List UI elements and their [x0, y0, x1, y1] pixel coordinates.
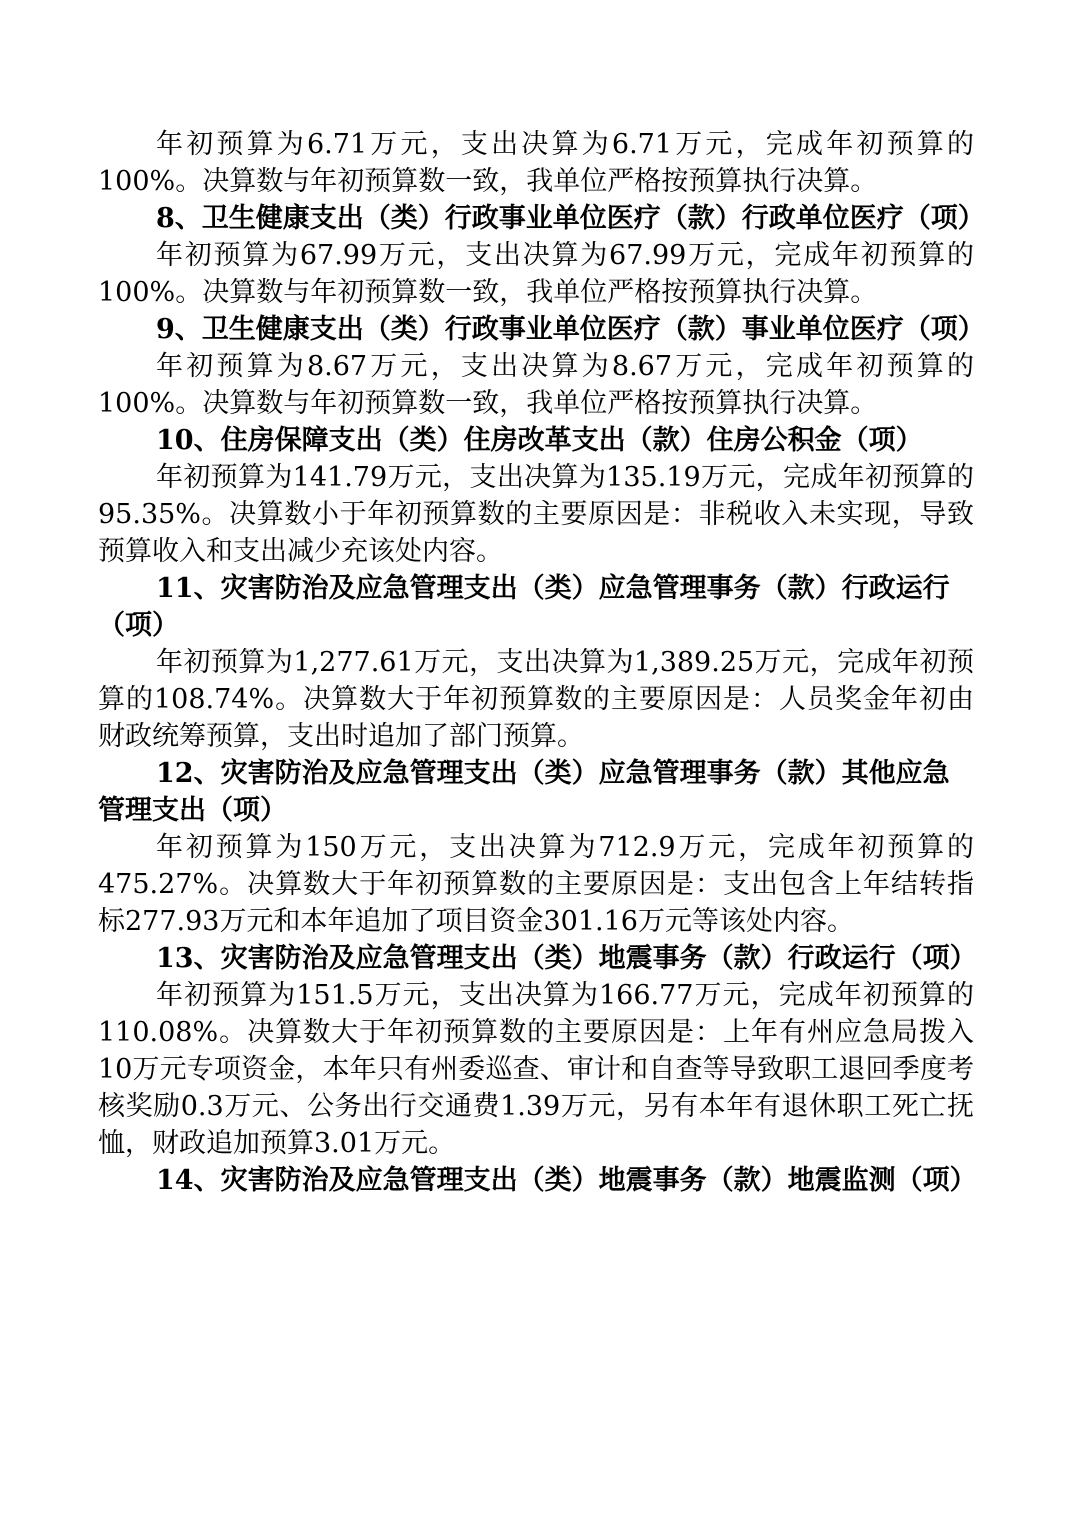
heading-item-14: 14、灾害防治及应急管理支出（类）地震事务（款）地震监测（项） — [156, 1165, 977, 1196]
heading-item-8: 8、卫生健康支出（类）行政事业单位医疗（款）行政单位医疗（项） — [156, 203, 985, 234]
heading-item-12: 12、灾害防治及应急管理支出（类）应急管理事务（款）其他应急管理支出（项） — [98, 758, 950, 826]
paragraph-item-13-budget: 年初预算为151.5万元，支出决算为166.77万元，完成年初预算的110.08%。决算数大于年初预算数的主要原因是：上年有州应急局拨入10万元专项资金，本年只有州委巡查、审计和自查等导致职工退回季度考核奖励0.3万元、公务出行交通费1.39万元，另有本年有退休职工死亡抚恤，财政追加预算3.01万元。 — [98, 980, 974, 1159]
heading-item-9: 9、卫生健康支出（类）行政事业单位医疗（款）事业单位医疗（项） — [156, 314, 985, 345]
heading-item-13: 13、灾害防治及应急管理支出（类）地震事务（款）行政运行（项） — [156, 943, 977, 974]
paragraph-item-11-budget: 年初预算为1,277.61万元，支出决算为1,389.25万元，完成年初预算的108.74%。决算数大于年初预算数的主要原因是：人员奖金年初由财政统筹预算，支出时追加了部门预算。 — [98, 647, 974, 752]
paragraph-item-12-budget: 年初预算为150万元，支出决算为712.9万元，完成年初预算的475.27%。决算数大于年初预算数的主要原因是：支出包含上年结转指标277.93万元和本年追加了项目资金301.16万元等该处内容。 — [98, 832, 974, 937]
heading-item-11: 11、灾害防治及应急管理支出（类）应急管理事务（款）行政运行（项） — [98, 573, 950, 641]
paragraph-item-8-budget: 年初预算为67.99万元，支出决算为67.99万元，完成年初预算的100%。决算数与年初预算数一致，我单位严格按预算执行决算。 — [98, 240, 974, 308]
paragraph-item-7-budget: 年初预算为6.71万元，支出决算为6.71万元，完成年初预算的100%。决算数与年初预算数一致，我单位严格按预算执行决算。 — [98, 129, 974, 197]
paragraph-item-10-budget: 年初预算为141.79万元，支出决算为135.19万元，完成年初预算的95.35%。决算数小于年初预算数的主要原因是：非税收入未实现，导致预算收入和支出减少充该处内容。 — [98, 462, 974, 567]
heading-item-10: 10、住房保障支出（类）住房改革支出（款）住房公积金（项） — [156, 425, 923, 456]
paragraph-item-9-budget: 年初预算为8.67万元，支出决算为8.67万元，完成年初预算的100%。决算数与年初预算数一致，我单位严格按预算执行决算。 — [98, 351, 974, 419]
document-page — [98, 126, 985, 1199]
